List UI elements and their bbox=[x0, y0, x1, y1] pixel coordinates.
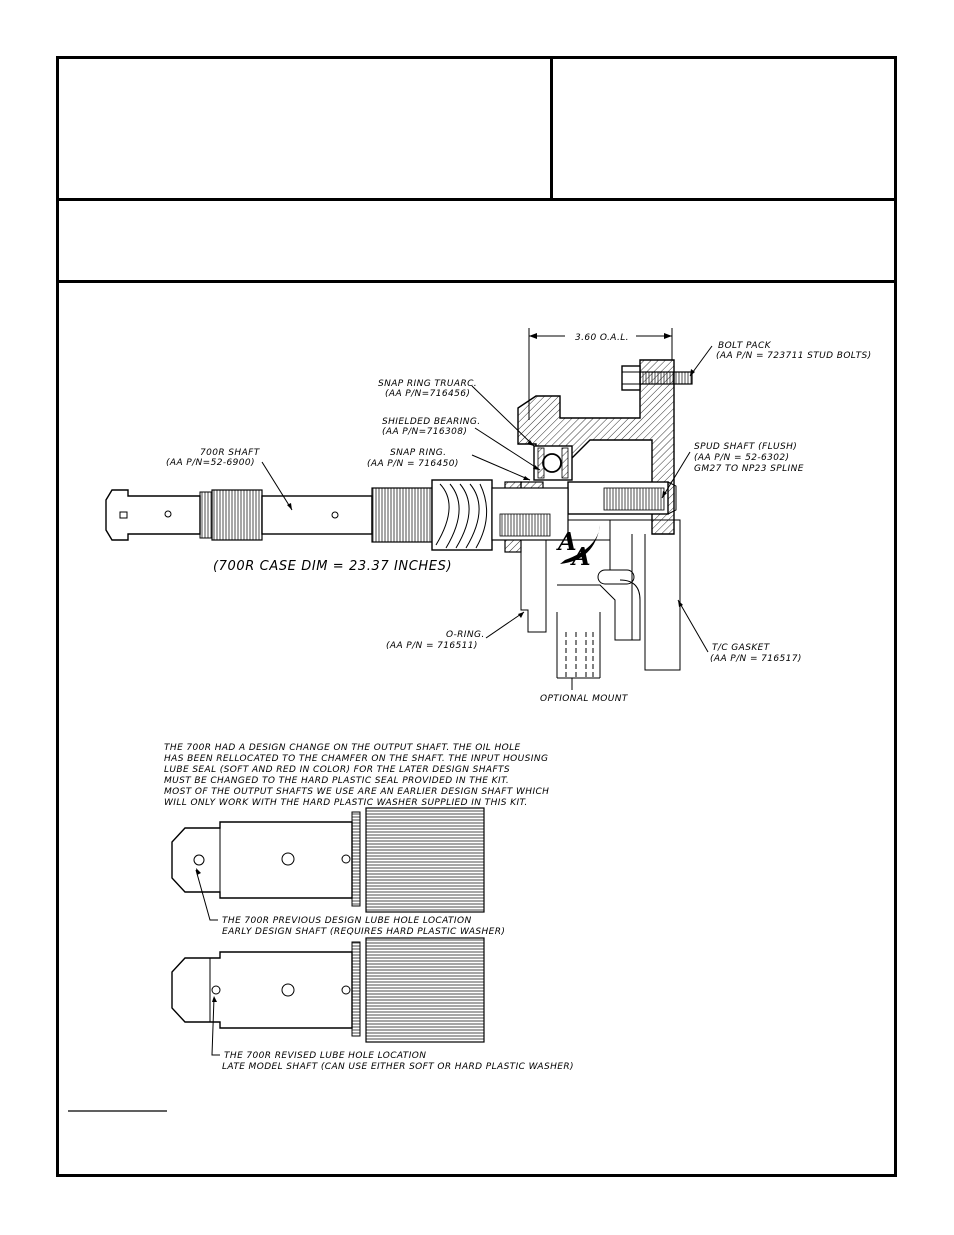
svg-text:MUST BE CHANGED TO THE HARD PL: MUST BE CHANGED TO THE HARD PLASTIC SEAL PROVIDED IN THE KIT. bbox=[164, 776, 510, 786]
svg-text:(AA P/N = 716450): (AA P/N = 716450) bbox=[367, 459, 459, 469]
svg-text:GM27 TO NP23 SPLINE: GM27 TO NP23 SPLINE bbox=[694, 464, 804, 474]
svg-text:THE 700R REVISED LUBE HOLE LOC: THE 700R REVISED LUBE HOLE LOCATION bbox=[224, 1051, 427, 1061]
optional-mount-label: OPTIONAL MOUNT bbox=[540, 694, 628, 704]
svg-text:SNAP RING.: SNAP RING. bbox=[390, 448, 447, 458]
svg-text:(AA P/N = 52-6302): (AA P/N = 52-6302) bbox=[694, 453, 790, 463]
svg-text:(AA P/N = 716511): (AA P/N = 716511) bbox=[386, 641, 478, 651]
callout-tc-gasket bbox=[678, 600, 802, 664]
svg-text:(AA P/N=716308): (AA P/N=716308) bbox=[382, 427, 468, 437]
svg-text:HAS BEEN RELLOCATED TO THE CHA: HAS BEEN RELLOCATED TO THE CHAMFER ON THE SHAFT. THE INPUT HOUSING bbox=[164, 754, 549, 764]
callout-o-ring bbox=[386, 612, 524, 651]
svg-text:T/C GASKET: T/C GASKET bbox=[712, 643, 770, 653]
svg-text:MOST OF THE OUTPUT SHAFTS WE U: MOST OF THE OUTPUT SHAFTS WE USE ARE AN EARLIER DESIGN SHAFT WHICH bbox=[164, 787, 550, 797]
case-dimension-label: (700R CASE DIM = 23.37 INCHES) bbox=[213, 559, 453, 574]
main-shaft-700r bbox=[106, 480, 568, 550]
shaft-detail-revised bbox=[172, 938, 574, 1072]
callout-snap-ring bbox=[367, 448, 530, 480]
svg-text:SPUD SHAFT (FLUSH): SPUD SHAFT (FLUSH) bbox=[694, 442, 798, 452]
svg-text:WILL ONLY WORK WITH THE HARD P: WILL ONLY WORK WITH THE HARD PLASTIC WASHER SUPPLIED IN THIS KIT. bbox=[164, 798, 528, 808]
svg-text:THE 700R PREVIOUS DESIGN LUBE: THE 700R PREVIOUS DESIGN LUBE HOLE LOCATION bbox=[222, 916, 472, 926]
callout-bolt-pack bbox=[690, 341, 872, 376]
design-change-note bbox=[164, 743, 549, 808]
svg-text:(AA P/N = 723711 STUD BOLTS): (AA P/N = 723711 STUD BOLTS) bbox=[716, 351, 872, 361]
svg-text:SHIELDED BEARING.: SHIELDED BEARING. bbox=[382, 417, 481, 427]
svg-text:700R SHAFT: 700R SHAFT bbox=[200, 448, 260, 458]
shaft-detail-previous bbox=[172, 808, 505, 937]
svg-text:THE 700R HAD A DESIGN CHANGE O: THE 700R HAD A DESIGN CHANGE ON THE OUTPUT SHAFT. THE OIL HOLE bbox=[164, 743, 521, 753]
svg-text:SNAP RING TRUARC.: SNAP RING TRUARC. bbox=[378, 379, 478, 389]
aa-logo bbox=[556, 525, 600, 571]
svg-text:LATE MODEL SHAFT (CAN USE EITH: LATE MODEL SHAFT (CAN USE EITHER SOFT OR HARD PLASTIC WASHER) bbox=[222, 1062, 574, 1072]
svg-text:(AA P/N = 716517): (AA P/N = 716517) bbox=[710, 654, 802, 664]
svg-text:EARLY DESIGN SHAFT (REQUIRES H: EARLY DESIGN SHAFT (REQUIRES HARD PLASTIC WASHER) bbox=[222, 927, 506, 937]
callout-spud-shaft bbox=[662, 442, 804, 498]
dimension-label: 3.60 O.A.L. bbox=[575, 333, 629, 343]
svg-text:BOLT PACK: BOLT PACK bbox=[718, 341, 771, 351]
svg-text:O-RING.: O-RING. bbox=[446, 630, 485, 640]
spud-shaft bbox=[568, 482, 676, 514]
logo-letter-1: A bbox=[558, 527, 577, 556]
svg-text:(AA P/N=52-6900): (AA P/N=52-6900) bbox=[166, 458, 255, 468]
svg-text:(AA P/N=716456): (AA P/N=716456) bbox=[385, 389, 471, 399]
svg-text:LUBE SEAL (SOFT AND RED IN COL: LUBE SEAL (SOFT AND RED IN COLOR) FOR THE LATER DESIGN SHAFTS bbox=[164, 765, 511, 775]
logo-letter-2: A bbox=[572, 542, 591, 571]
